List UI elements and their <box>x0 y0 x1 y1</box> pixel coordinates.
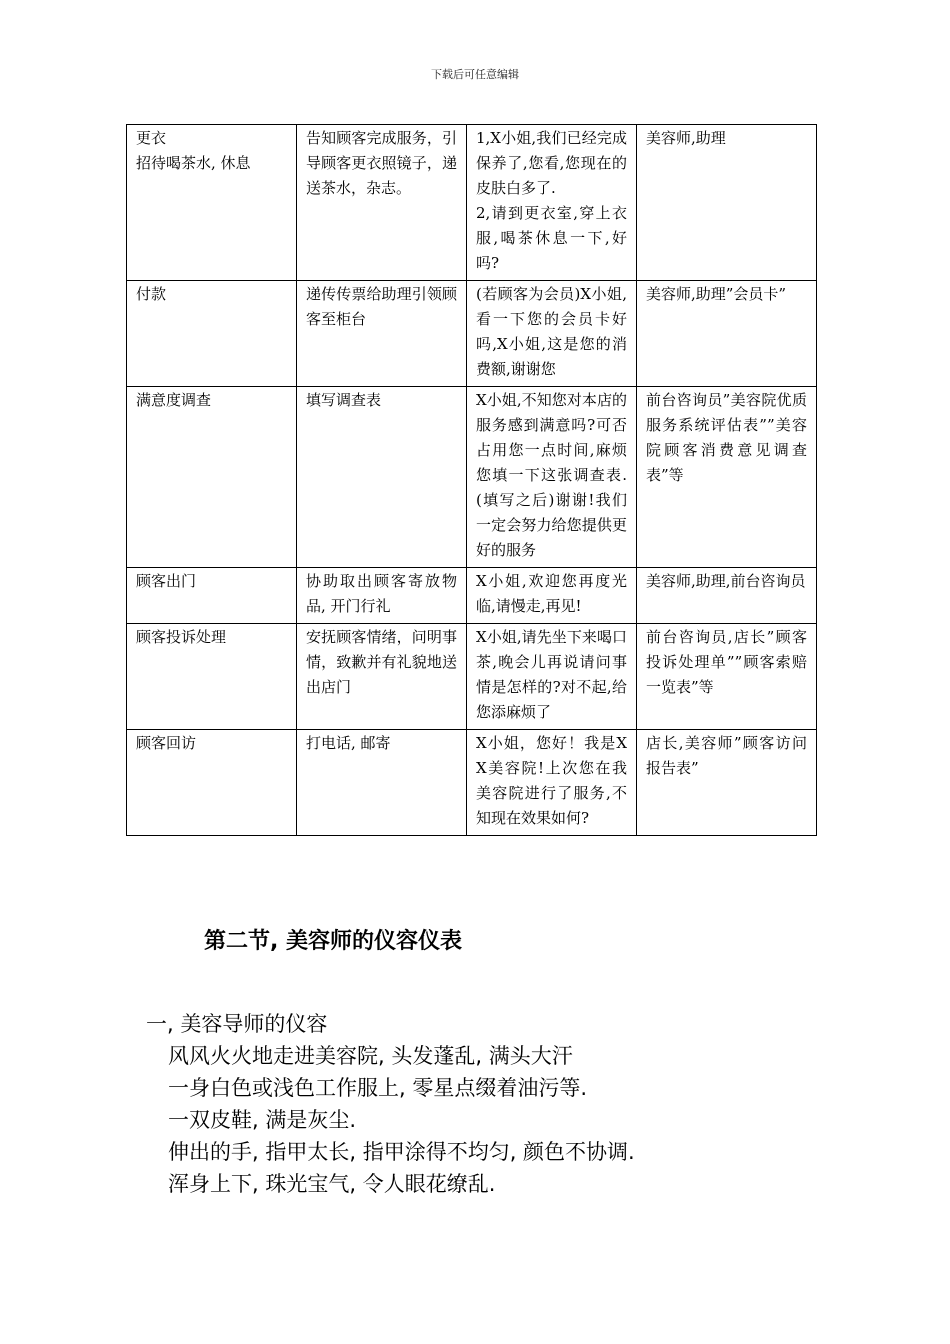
script-cell: X小姐，您好！我是XX美容院!上次您在我美容院进行了服务,不知现在效果如何? <box>467 730 637 836</box>
action-cell: 协助取出顾客寄放物品, 开门行礼 <box>297 568 467 624</box>
section-title: 第二节, 美容师的仪容仪表 <box>204 929 463 954</box>
sub-title: 一, 美容导师的仪容 <box>146 1012 328 1036</box>
script-cell: (若顾客为会员)X小姐,看一下您的会员卡好吗,X小姐,这是您的消费额,谢谢您 <box>467 281 637 387</box>
staff-cell: 前台咨询员,店长”顾客投诉处理单””顾客索赔一览表”等 <box>637 624 817 730</box>
script-cell: X小姐,请先坐下来喝口茶,晚会儿再说请问事情是怎样的?对不起,给您添麻烦了 <box>467 624 637 730</box>
table-row <box>127 624 817 730</box>
page-header: 下载后可任意编辑 <box>431 68 519 81</box>
table-row <box>127 387 817 568</box>
script-cell: 1,X小姐,我们已经完成保养了,您看,您现在的皮肤白多了. 2,请到更衣室,穿上衣服,喝茶休息一下,好吗? <box>467 125 637 281</box>
description-line: 风风火火地走进美容院, 头发蓬乱, 满头大汗 <box>168 1044 573 1068</box>
staff-cell: 美容师,助理”会员卡” <box>637 281 817 387</box>
action-cell: 打电话, 邮寄 <box>297 730 467 836</box>
step-cell: 顾客投诉处理 <box>127 624 297 730</box>
step-cell: 顾客出门 <box>127 568 297 624</box>
action-cell: 填写调查表 <box>297 387 467 568</box>
staff-cell: 前台咨询员”美容院优质服务系统评估表””美容院顾客消费意见调查表”等 <box>637 387 817 568</box>
description-line: 一身白色或浅色工作服上, 零星点缀着油污等. <box>168 1076 588 1100</box>
description-line: 伸出的手, 指甲太长, 指甲涂得不均匀, 颜色不协调. <box>168 1140 635 1164</box>
action-cell: 递传传票给助理引领顾客至柜台 <box>297 281 467 387</box>
description-lines <box>168 1040 635 1200</box>
step-cell: 满意度调查 <box>127 387 297 568</box>
description-line: 一双皮鞋, 满是灰尘. <box>168 1108 357 1132</box>
table-row <box>127 125 817 281</box>
staff-cell: 店长,美容师”顾客访问报告表” <box>637 730 817 836</box>
table-row <box>127 730 817 836</box>
action-cell: 安抚顾客情绪，问明事情，致歉并有礼貌地送出店门 <box>297 624 467 730</box>
table-row <box>127 281 817 387</box>
action-cell: 告知顾客完成服务，引导顾客更衣照镜子，递送茶水，杂志。 <box>297 125 467 281</box>
step-cell: 付款 <box>127 281 297 387</box>
step-cell: 顾客回访 <box>127 730 297 836</box>
step-cell: 更衣 招待喝茶水, 休息 <box>127 125 297 281</box>
table-row <box>127 568 817 624</box>
script-cell: X小姐,欢迎您再度光临,请慢走,再见! <box>467 568 637 624</box>
service-procedure-table <box>126 124 817 836</box>
description-line: 浑身上下, 珠光宝气, 令人眼花缭乱. <box>168 1172 496 1196</box>
staff-cell: 美容师,助理 <box>637 125 817 281</box>
staff-cell: 美容师,助理,前台咨询员 <box>637 568 817 624</box>
script-cell: X小姐,不知您对本店的服务感到满意吗?可否占用您一点时间,麻烦您填一下这张调查表.(填写之后)谢谢!我们一定会努力给您提供更好的服务 <box>467 387 637 568</box>
